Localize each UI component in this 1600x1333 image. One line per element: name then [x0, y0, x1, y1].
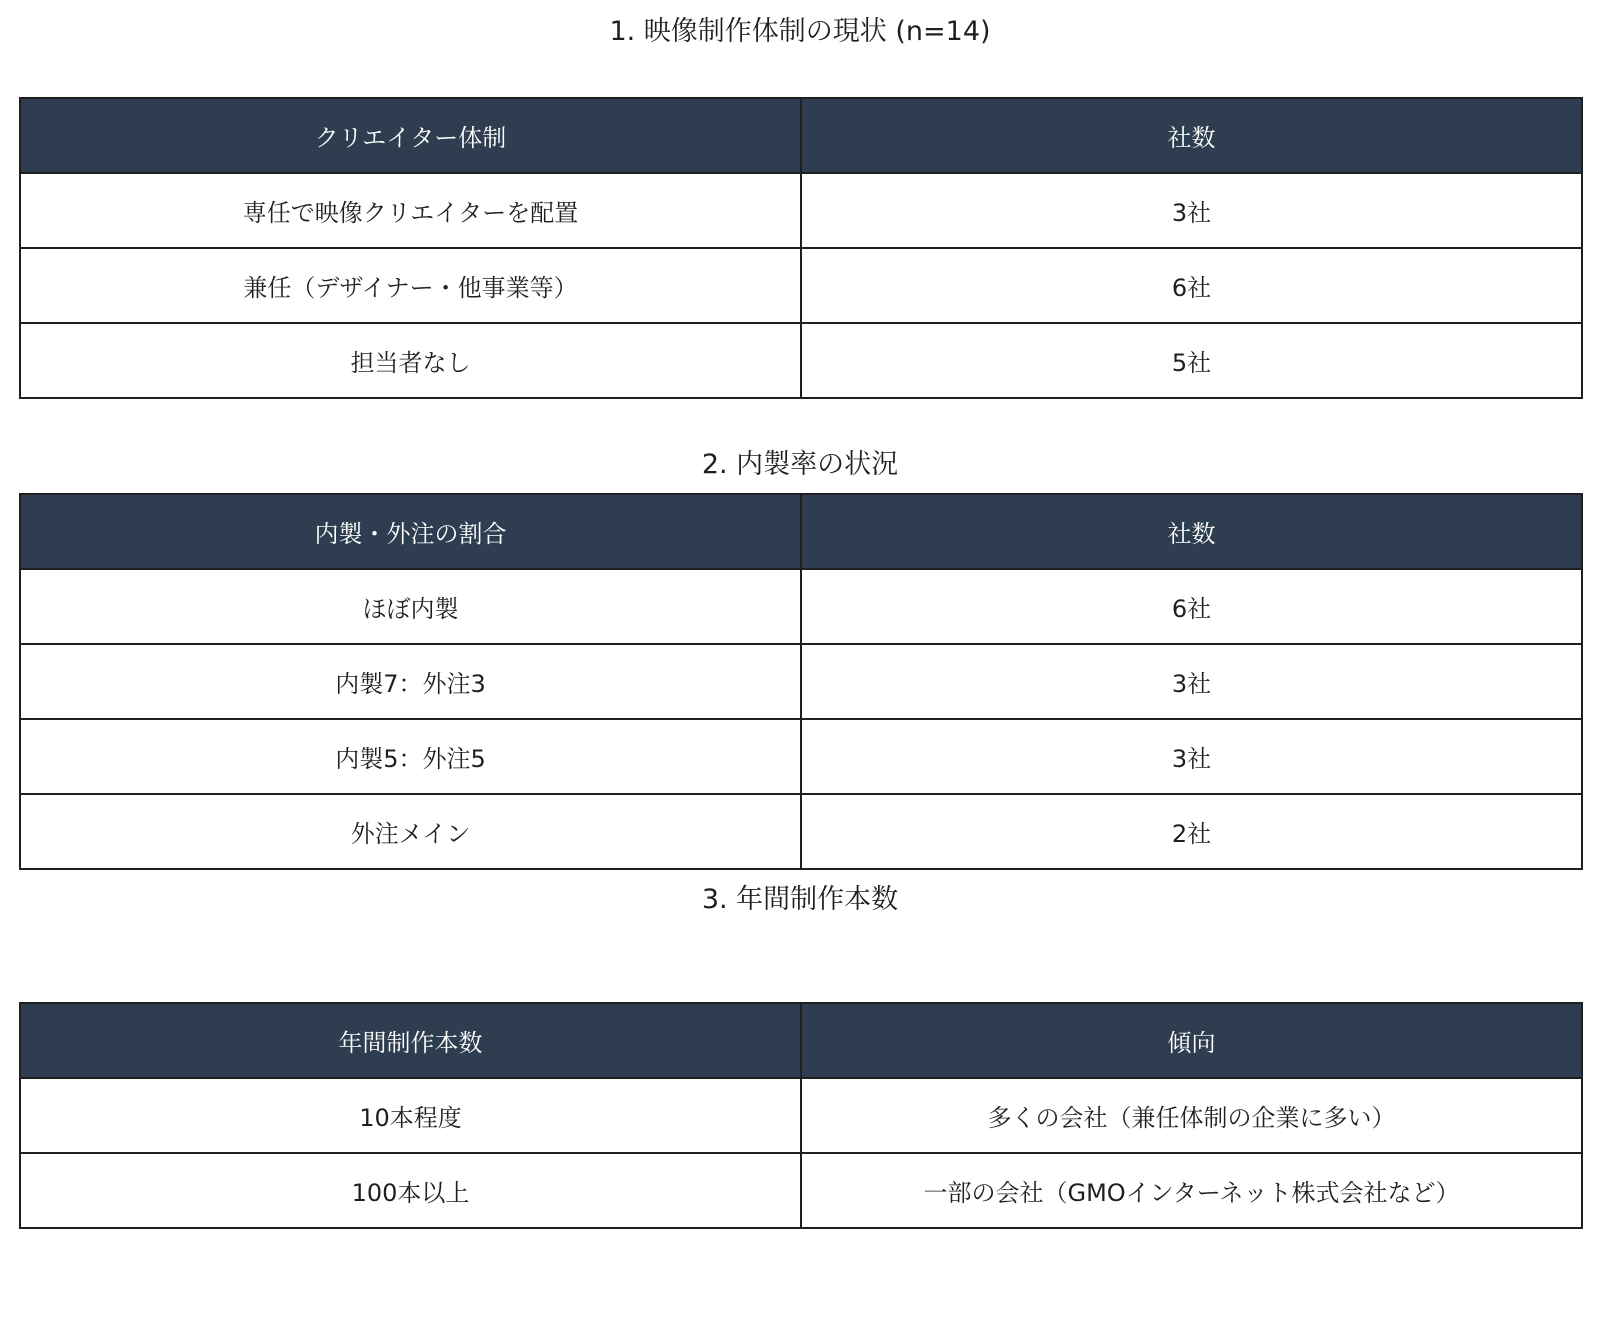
table-production-structure — [19, 97, 1583, 399]
table-cell: 兼任（デザイナー・他事業等） — [20, 248, 801, 323]
table-cell: 100本以上 — [20, 1153, 801, 1228]
table-cell: 10本程度 — [20, 1078, 801, 1153]
table-cell: 内製7：外注3 — [20, 644, 801, 719]
table-header-row — [20, 494, 1582, 569]
section-title-production-structure: 1. 映像制作体制の現状 (n=14) — [609, 16, 991, 47]
column-header: 社数 — [801, 98, 1582, 173]
table-cell: 3社 — [801, 173, 1582, 248]
column-header: クリエイター体制 — [20, 98, 801, 173]
table-cell: 2社 — [801, 794, 1582, 869]
table-row — [20, 794, 1582, 869]
column-header: 年間制作本数 — [20, 1003, 801, 1078]
table-cell: 外注メイン — [20, 794, 801, 869]
table-cell: 内製5：外注5 — [20, 719, 801, 794]
table-header-row — [20, 1003, 1582, 1078]
table-in-house-rate — [19, 493, 1583, 870]
table-cell: 6社 — [801, 248, 1582, 323]
table-row — [20, 173, 1582, 248]
section-title-annual-production: 3. 年間制作本数 — [701, 884, 899, 915]
table-row — [20, 719, 1582, 794]
table-header-row — [20, 98, 1582, 173]
table-cell: 5社 — [801, 323, 1582, 398]
table-row — [20, 569, 1582, 644]
column-header: 社数 — [801, 494, 1582, 569]
table-row — [20, 248, 1582, 323]
table-cell: ほぼ内製 — [20, 569, 801, 644]
table-cell: 一部の会社（GMOインターネット株式会社など） — [801, 1153, 1582, 1228]
column-header: 傾向 — [801, 1003, 1582, 1078]
table-cell: 多くの会社（兼任体制の企業に多い） — [801, 1078, 1582, 1153]
table-row — [20, 1153, 1582, 1228]
table-annual-production — [19, 1002, 1583, 1229]
table-cell: 担当者なし — [20, 323, 801, 398]
table-cell: 6社 — [801, 569, 1582, 644]
table-row — [20, 323, 1582, 398]
table-row — [20, 1078, 1582, 1153]
table-cell: 3社 — [801, 719, 1582, 794]
column-header: 内製・外注の割合 — [20, 494, 801, 569]
section-title-in-house-rate: 2. 内製率の状況 — [701, 449, 899, 480]
table-cell: 3社 — [801, 644, 1582, 719]
table-cell: 専任で映像クリエイターを配置 — [20, 173, 801, 248]
table-row — [20, 644, 1582, 719]
